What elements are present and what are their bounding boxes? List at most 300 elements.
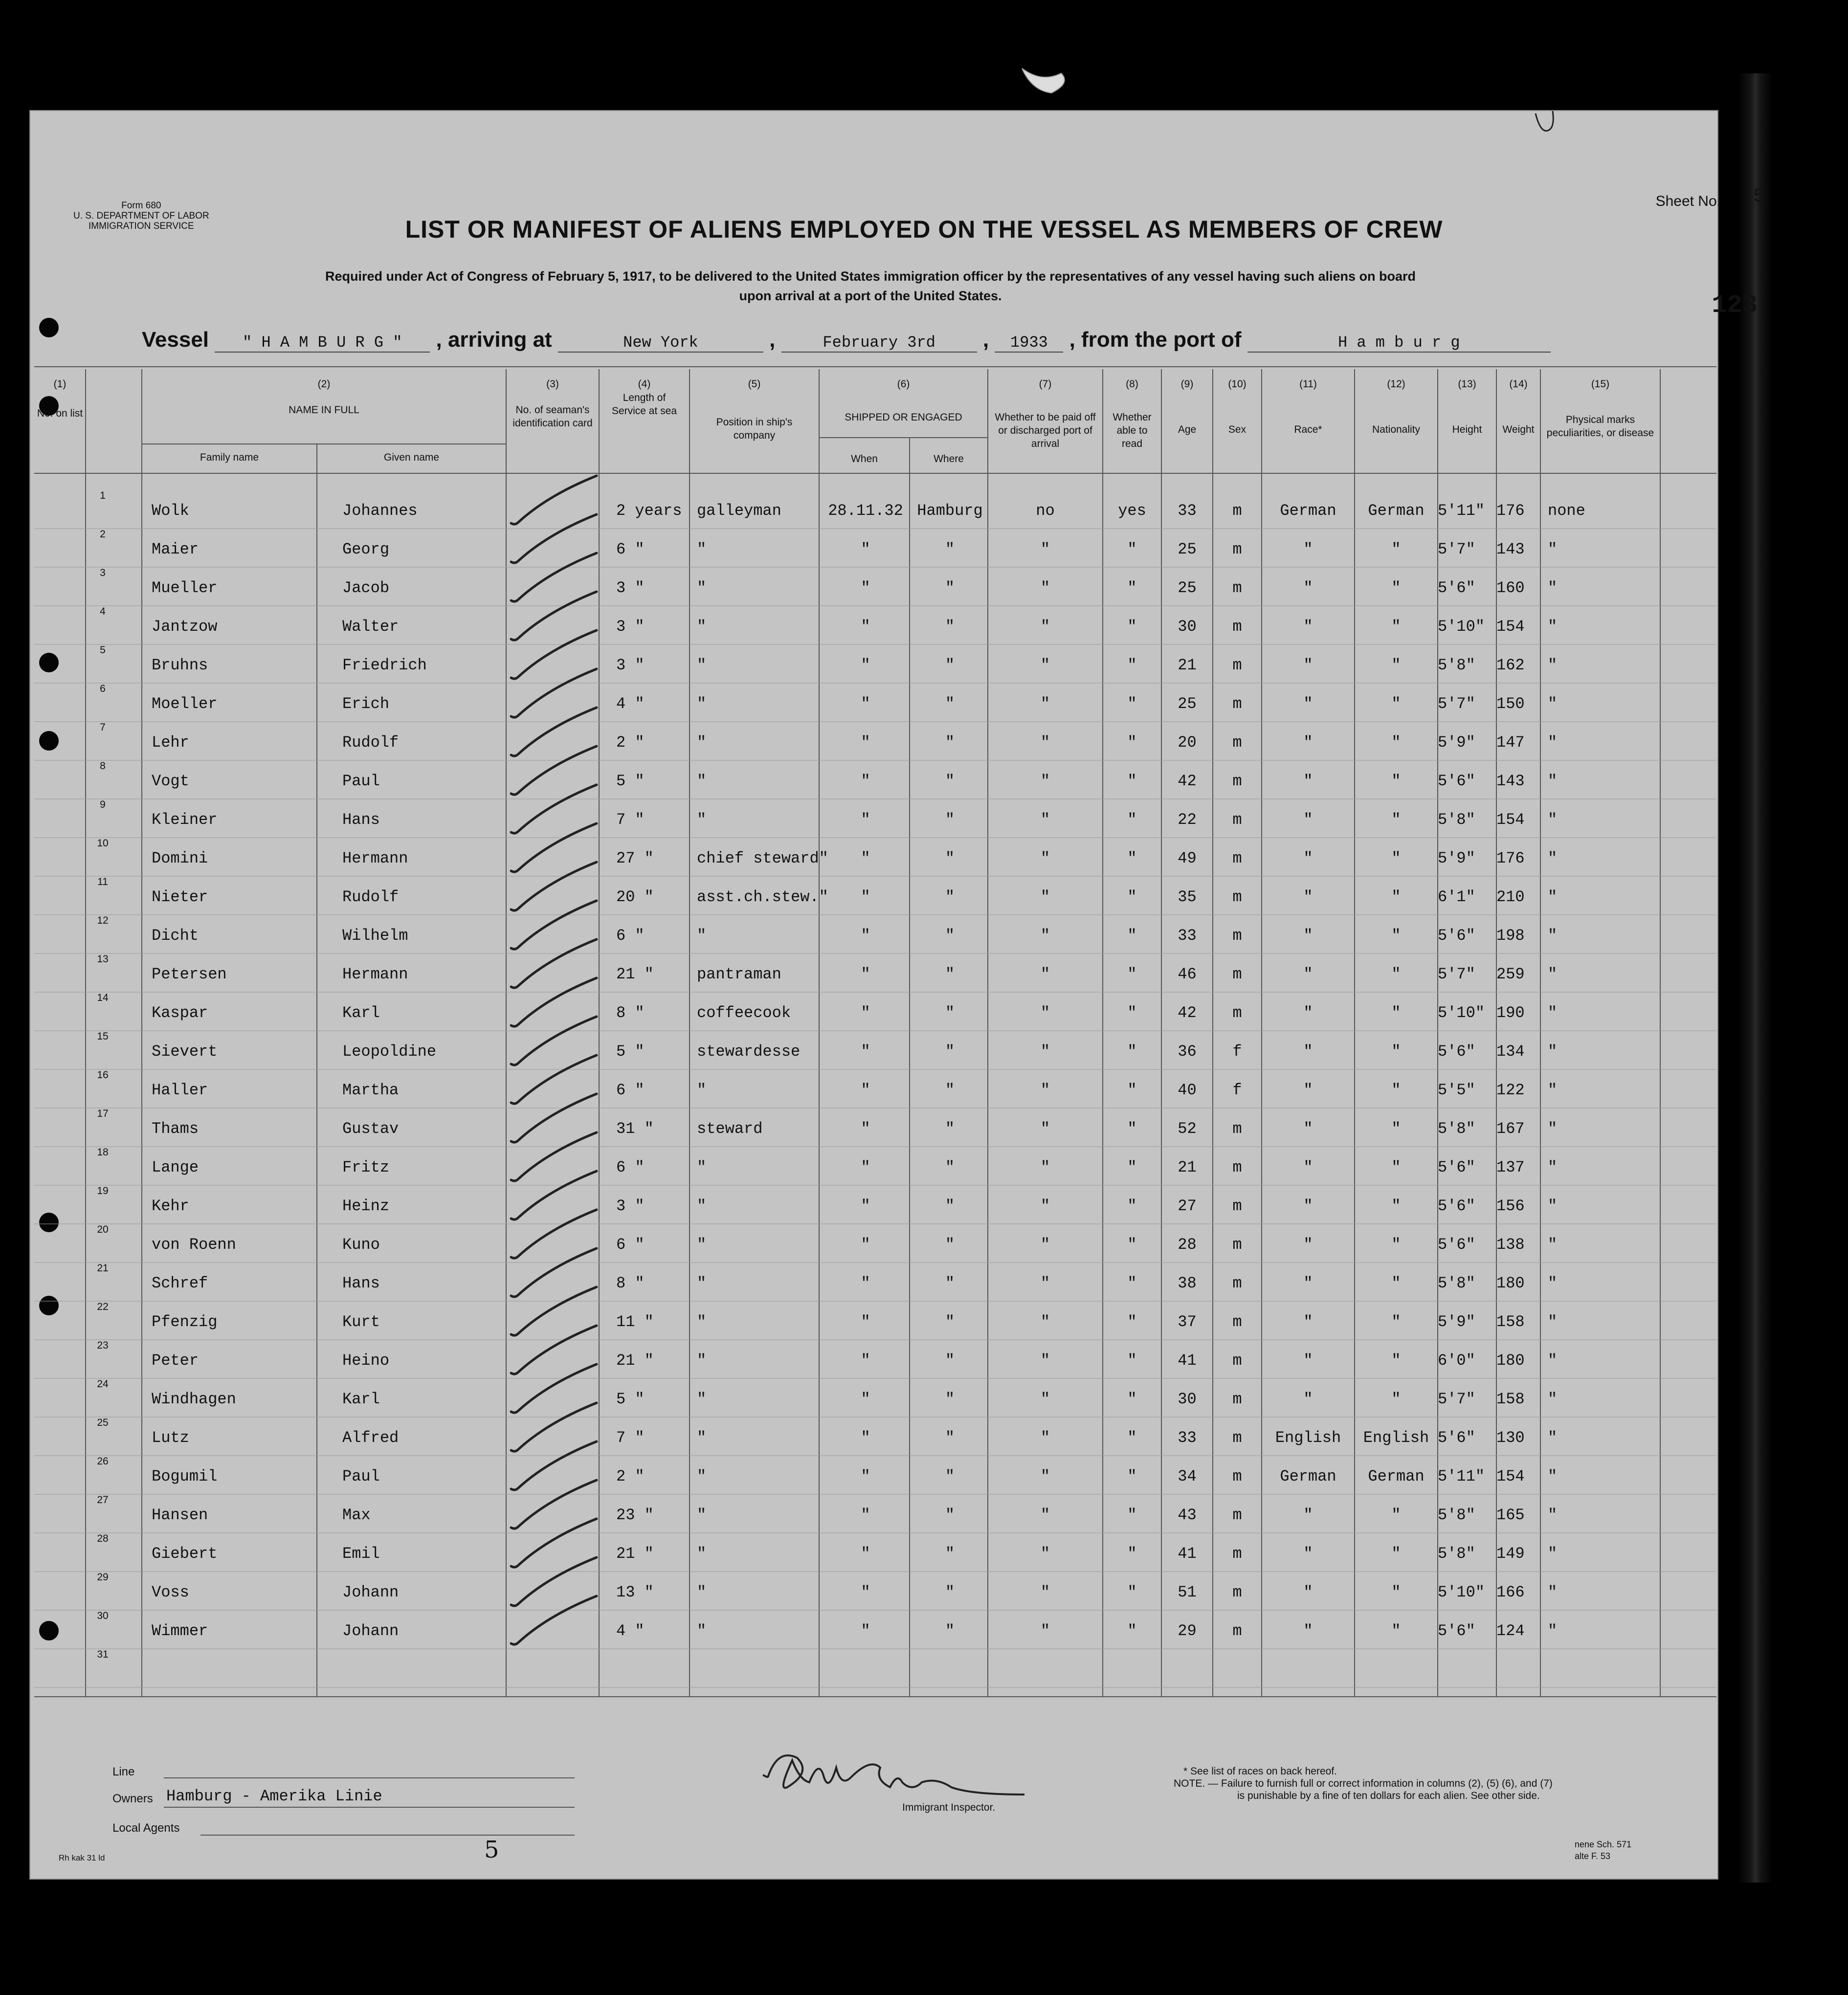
- check-mark: [511, 1596, 597, 1644]
- cell-family: von Roenn: [152, 1236, 236, 1254]
- cell-paid: ": [1040, 1352, 1050, 1370]
- line-field: [164, 1777, 575, 1778]
- header-given-name: Given name: [383, 452, 440, 463]
- cell-family: Bogumil: [152, 1467, 218, 1485]
- cell-height: 5'6": [1438, 1158, 1475, 1176]
- cell-age: 36: [1178, 1042, 1197, 1061]
- cell-read: ": [1127, 927, 1137, 945]
- cell-height: 5'10": [1438, 1004, 1485, 1022]
- cell-given: Georg: [342, 540, 390, 558]
- cell-weight: 158: [1496, 1390, 1525, 1408]
- cell-where: ": [945, 618, 955, 636]
- cell-family: Thams: [152, 1120, 199, 1138]
- cell-nat: ": [1391, 618, 1401, 636]
- cell-family: Wolk: [152, 502, 189, 520]
- cell-race: ": [1303, 1622, 1313, 1640]
- cell-age: 21: [1178, 1158, 1197, 1176]
- cell-marks: ": [1548, 1274, 1558, 1292]
- column-number: (3): [546, 378, 559, 390]
- cell-service: 8 ": [616, 1004, 645, 1022]
- cell-read: ": [1127, 965, 1137, 983]
- cell-age: 25: [1178, 695, 1197, 713]
- cell-given: Karl: [342, 1004, 380, 1022]
- row-number: 11: [97, 876, 108, 887]
- page-number: 123: [1712, 291, 1758, 320]
- cell-paid: ": [1040, 772, 1050, 790]
- cell-service: 3 ": [616, 1197, 645, 1215]
- cell-paid: ": [1040, 1120, 1050, 1138]
- cell-sex: m: [1232, 733, 1242, 752]
- cell-service: 6 ": [616, 1081, 645, 1099]
- cell-height: 5'8": [1438, 656, 1475, 674]
- check-mark: [511, 630, 597, 679]
- header-name-in-full: NAME IN FULL: [289, 404, 359, 416]
- cell-family: Kaspar: [152, 1004, 208, 1022]
- cell-position: asst.ch.stew.": [697, 888, 828, 906]
- row-number: 20: [97, 1224, 109, 1235]
- sheet-number: 5: [1753, 186, 1765, 208]
- cell-nat: ": [1391, 927, 1401, 945]
- id-card-check-marks: [511, 476, 597, 1644]
- cell-read: ": [1127, 733, 1137, 752]
- cell-height: 5'7": [1438, 540, 1475, 558]
- cell-age: 49: [1178, 849, 1197, 867]
- cell-sex: m: [1232, 1004, 1242, 1022]
- cell-race: ": [1303, 772, 1313, 790]
- row-number: 25: [97, 1417, 109, 1428]
- cell-when: ": [861, 656, 870, 674]
- cell-marks: ": [1548, 579, 1558, 597]
- cell-weight: 137: [1496, 1158, 1525, 1176]
- check-mark: [511, 785, 597, 833]
- cell-race: ": [1303, 1197, 1313, 1215]
- cell-where: ": [945, 1429, 955, 1447]
- cell-paid: ": [1040, 540, 1050, 558]
- cell-age: 42: [1178, 772, 1197, 790]
- cell-when: ": [861, 1236, 870, 1254]
- cell-height: 5'11": [1438, 1467, 1485, 1485]
- cell-where: ": [945, 1583, 955, 1601]
- cell-when: ": [861, 1081, 870, 1099]
- cell-given: Alfred: [342, 1429, 399, 1447]
- inspector-label: Immigrant Inspector.: [902, 1802, 996, 1813]
- cell-race: ": [1303, 888, 1313, 906]
- cell-where: ": [945, 1467, 955, 1485]
- cell-where: ": [945, 1004, 955, 1022]
- owners-label: Owners: [112, 1792, 153, 1805]
- cell-service: 8 ": [616, 1274, 645, 1292]
- cell-when: ": [861, 1467, 870, 1485]
- cell-weight: 166: [1496, 1583, 1525, 1601]
- cell-where: ": [945, 1042, 955, 1061]
- cell-when: ": [861, 1545, 870, 1563]
- cell-where: ": [945, 849, 955, 867]
- cell-where: ": [945, 695, 955, 713]
- cell-position: ": [697, 1583, 707, 1601]
- cell-paid: ": [1040, 849, 1050, 867]
- header-race: Race*: [1294, 424, 1322, 435]
- check-mark: [511, 1210, 597, 1258]
- check-mark: [511, 1557, 597, 1606]
- cell-service: 21 ": [616, 1352, 654, 1370]
- cell-paid: ": [1040, 811, 1050, 829]
- cell-race: ": [1303, 1236, 1313, 1254]
- cell-weight: 190: [1496, 1004, 1525, 1022]
- cell-race: ": [1303, 1352, 1313, 1370]
- cell-read: ": [1127, 888, 1137, 906]
- cell-marks: ": [1548, 772, 1558, 790]
- cell-where: Hamburg: [917, 502, 983, 520]
- corner-check-mark: [1536, 111, 1553, 131]
- cell-given: Hermann: [342, 849, 408, 867]
- cell-where: ": [945, 1545, 955, 1563]
- cell-paid: ": [1040, 1081, 1050, 1099]
- cell-read: ": [1127, 695, 1137, 713]
- cell-marks: ": [1548, 927, 1558, 945]
- owners-value: Hamburg - Amerika Linie: [166, 1787, 382, 1805]
- cell-when: ": [861, 1622, 870, 1640]
- cell-where: ": [945, 1622, 955, 1640]
- cell-family: Windhagen: [152, 1390, 236, 1408]
- cell-weight: 154: [1496, 618, 1525, 636]
- cell-nat: ": [1391, 1506, 1401, 1524]
- cell-when: ": [861, 695, 870, 713]
- cell-where: ": [945, 1390, 955, 1408]
- cell-position: ": [697, 1390, 707, 1408]
- column-number: (1): [53, 378, 67, 390]
- cell-race: English: [1275, 1429, 1341, 1447]
- cell-paid: ": [1040, 1545, 1050, 1563]
- document-subtitle: Required under Act of Congress of February 5, 1917, to be delivered to the United States immigration officer by the representatives of any vessel having such aliens on board upon arrival at a port of the United States.: [325, 269, 1416, 303]
- cell-marks: ": [1548, 811, 1558, 829]
- cell-height: 5'7": [1438, 1390, 1475, 1408]
- cell-weight: 210: [1496, 888, 1525, 906]
- cell-given: Johann: [342, 1583, 399, 1601]
- cell-sex: m: [1232, 1158, 1242, 1176]
- check-mark: [511, 1287, 597, 1335]
- cell-given: Heinz: [342, 1197, 390, 1215]
- cell-height: 5'10": [1438, 1583, 1485, 1601]
- cell-when: ": [861, 733, 870, 752]
- cell-position: ": [697, 1622, 707, 1640]
- cell-marks: ": [1548, 1506, 1558, 1524]
- paper-tear: [1022, 68, 1065, 93]
- cell-where: ": [945, 1313, 955, 1331]
- cell-race: ": [1303, 618, 1313, 636]
- cell-sex: m: [1232, 888, 1242, 906]
- cell-weight: 138: [1496, 1236, 1525, 1254]
- header-paid-off: Whether to be paid off or discharged port of arrival: [995, 412, 1096, 449]
- row-number: 27: [97, 1494, 109, 1506]
- cell-nat: ": [1391, 1042, 1401, 1061]
- cell-service: 2 ": [616, 733, 645, 752]
- cell-race: ": [1303, 927, 1313, 945]
- check-mark: [511, 1094, 597, 1142]
- cell-given: Kurt: [342, 1313, 380, 1331]
- cell-sex: m: [1232, 811, 1242, 829]
- cell-service: 20 ": [616, 888, 654, 906]
- cell-weight: 149: [1496, 1545, 1525, 1563]
- check-mark: [511, 823, 597, 872]
- check-mark: [511, 978, 597, 1026]
- cell-sex: f: [1232, 1081, 1242, 1099]
- cell-position: ": [697, 1506, 707, 1524]
- cell-where: ": [945, 1120, 955, 1138]
- cell-family: Giebert: [152, 1545, 218, 1563]
- cell-height: 5'7": [1438, 695, 1475, 713]
- cell-family: Nieter: [152, 888, 208, 906]
- penalty-note-1: NOTE. — Failure to furnish full or correct information in columns (2), (5) (6), and (7): [1174, 1778, 1553, 1789]
- cell-service: 2 ": [616, 1467, 645, 1485]
- header-when: When: [851, 453, 878, 465]
- cell-weight: 180: [1496, 1352, 1525, 1370]
- cell-family: Petersen: [152, 965, 227, 983]
- cell-nat: ": [1391, 1004, 1401, 1022]
- cell-age: 22: [1178, 811, 1197, 829]
- cell-read: yes: [1118, 502, 1146, 520]
- cell-position: ": [697, 1274, 707, 1292]
- cell-service: 21 ": [616, 965, 654, 983]
- cell-where: ": [945, 540, 955, 558]
- cell-read: ": [1127, 811, 1137, 829]
- document-title: LIST OR MANIFEST OF ALIENS EMPLOYED ON THE VESSEL AS MEMBERS OF CREW: [405, 216, 1443, 243]
- cell-given: Paul: [342, 1467, 380, 1485]
- cell-age: 30: [1178, 1390, 1197, 1408]
- check-mark: [511, 514, 597, 563]
- inspector-signature: [792, 1741, 827, 1746]
- cell-sex: m: [1232, 1274, 1242, 1292]
- header-id-card: No. of seaman's identification card: [512, 404, 593, 429]
- cell-family: Voss: [152, 1583, 189, 1601]
- cell-given: Hans: [342, 1274, 380, 1292]
- cell-paid: ": [1040, 888, 1050, 906]
- cell-read: ": [1127, 1622, 1137, 1640]
- cell-service: 27 ": [616, 849, 654, 867]
- vessel-label: Vessel: [142, 328, 209, 352]
- cell-marks: ": [1548, 1120, 1558, 1138]
- cell-where: ": [945, 927, 955, 945]
- cell-where: ": [945, 1274, 955, 1292]
- header-nationality: Nationality: [1372, 424, 1421, 435]
- cell-nat: ": [1391, 1583, 1401, 1601]
- cell-race: ": [1303, 1506, 1313, 1524]
- cell-nat: ": [1391, 1274, 1401, 1292]
- cell-sex: m: [1232, 849, 1242, 867]
- cell-when: ": [861, 927, 870, 945]
- cell-service: 5 ": [616, 772, 645, 790]
- cell-race: ": [1303, 811, 1313, 829]
- cell-paid: ": [1040, 965, 1050, 983]
- row-number: 22: [97, 1301, 109, 1312]
- cell-when: 28.11.32: [828, 502, 903, 520]
- check-mark: [511, 939, 597, 988]
- cell-nat: ": [1391, 656, 1401, 674]
- cell-given: Max: [342, 1506, 371, 1524]
- cell-paid: ": [1040, 1429, 1050, 1447]
- cell-marks: ": [1548, 540, 1558, 558]
- cell-read: ": [1127, 656, 1137, 674]
- vessel-line: Vessel " H A M B U R G " , arriving at New York , February 3rd , 1933 , from the port of H a m b u r g: [142, 328, 1551, 353]
- cell-sex: m: [1232, 1467, 1242, 1485]
- cell-weight: 122: [1496, 1081, 1525, 1099]
- header-no-on-list: No. on list: [37, 408, 83, 419]
- check-mark: [511, 553, 597, 601]
- cell-paid: ": [1040, 1583, 1050, 1601]
- cell-when: ": [861, 1352, 870, 1370]
- cell-family: Kleiner: [152, 811, 218, 829]
- cell-height: 5'6": [1438, 1197, 1475, 1215]
- cell-given: Fritz: [342, 1158, 390, 1176]
- row-number: 17: [97, 1108, 109, 1119]
- cell-given: Heino: [342, 1352, 390, 1370]
- cell-race: German: [1280, 502, 1336, 520]
- cell-given: Erich: [342, 695, 390, 713]
- cell-where: ": [945, 1081, 955, 1099]
- check-mark: [511, 901, 597, 949]
- cell-age: 27: [1178, 1197, 1197, 1215]
- cell-read: ": [1127, 1429, 1137, 1447]
- cell-where: ": [945, 733, 955, 752]
- cell-given: Paul: [342, 772, 380, 790]
- cell-nat: English: [1363, 1429, 1429, 1447]
- cell-weight: 143: [1496, 540, 1525, 558]
- cell-given: Kuno: [342, 1236, 380, 1254]
- cell-family: Domini: [152, 849, 208, 867]
- cell-weight: 162: [1496, 656, 1525, 674]
- cell-when: ": [861, 965, 870, 983]
- cell-service: 5 ": [616, 1042, 645, 1061]
- cell-given: Leopoldine: [342, 1042, 437, 1061]
- cell-age: 25: [1178, 540, 1197, 558]
- cell-service: 31 ": [616, 1120, 654, 1138]
- cell-sex: m: [1232, 540, 1242, 558]
- header-age: Age: [1178, 424, 1197, 435]
- cell-read: ": [1127, 772, 1137, 790]
- cell-marks: ": [1548, 1622, 1558, 1640]
- cell-age: 40: [1178, 1081, 1197, 1099]
- cell-nat: ": [1391, 1158, 1401, 1176]
- cell-nat: ": [1391, 1545, 1401, 1563]
- cell-where: ": [945, 1236, 955, 1254]
- cell-sex: m: [1232, 1429, 1242, 1447]
- cell-height: 5'6": [1438, 1236, 1475, 1254]
- cell-service: 4 ": [616, 1622, 645, 1640]
- cell-marks: ": [1548, 1313, 1558, 1331]
- cell-weight: 154: [1496, 1467, 1525, 1485]
- cell-nat: ": [1391, 1622, 1401, 1640]
- cell-when: ": [861, 618, 870, 636]
- cell-nat: ": [1391, 1120, 1401, 1138]
- cell-paid: no: [1036, 502, 1055, 520]
- row-number: 23: [97, 1340, 109, 1351]
- cell-age: 42: [1178, 1004, 1197, 1022]
- sheet-label: Sheet No.: [1655, 193, 1721, 209]
- cell-sex: m: [1232, 502, 1242, 520]
- cell-race: German: [1280, 1467, 1336, 1485]
- cell-marks: ": [1548, 1352, 1558, 1370]
- cell-marks: ": [1548, 618, 1558, 636]
- cell-paid: ": [1040, 1506, 1050, 1524]
- cell-sex: m: [1232, 1313, 1242, 1331]
- cell-family: Mueller: [152, 579, 218, 597]
- arrival-date: February 3rd: [781, 333, 977, 353]
- cell-height: 5'6": [1438, 1042, 1475, 1061]
- cell-age: 28: [1178, 1236, 1197, 1254]
- cell-nat: ": [1391, 1081, 1401, 1099]
- cell-service: 5 ": [616, 1390, 645, 1408]
- cell-paid: ": [1040, 927, 1050, 945]
- cell-weight: 165: [1496, 1506, 1525, 1524]
- cell-read: ": [1127, 618, 1137, 636]
- cell-age: 33: [1178, 502, 1197, 520]
- cell-given: Rudolf: [342, 733, 399, 752]
- cell-weight: 134: [1496, 1042, 1525, 1061]
- cell-age: 46: [1178, 965, 1197, 983]
- cell-family: Schref: [152, 1274, 208, 1292]
- cell-age: 30: [1178, 618, 1197, 636]
- cell-position: ": [697, 1467, 707, 1485]
- cell-when: ": [861, 1506, 870, 1524]
- cell-height: 5'5": [1438, 1081, 1475, 1099]
- cell-race: ": [1303, 1158, 1313, 1176]
- cell-marks: ": [1548, 1004, 1558, 1022]
- cell-given: Hermann: [342, 965, 408, 983]
- row-number: 7: [100, 722, 106, 733]
- cell-sex: m: [1232, 1390, 1242, 1408]
- cell-nat: German: [1368, 502, 1425, 520]
- cell-paid: ": [1040, 1158, 1050, 1176]
- cell-paid: ": [1040, 1622, 1050, 1640]
- cell-family: Vogt: [152, 772, 189, 790]
- cell-nat: ": [1391, 1197, 1401, 1215]
- signature-drawing: [768, 1755, 1024, 1795]
- cell-paid: ": [1040, 1467, 1050, 1485]
- cell-sex: m: [1232, 579, 1242, 597]
- cell-position: ": [697, 772, 707, 790]
- cell-read: ": [1127, 1583, 1137, 1601]
- cell-position: ": [697, 1158, 707, 1176]
- cell-given: Johann: [342, 1622, 399, 1640]
- header-length-service: Length of Service at sea: [611, 392, 677, 417]
- check-mark: [511, 592, 597, 640]
- cell-marks: ": [1548, 1081, 1558, 1099]
- cell-paid: ": [1040, 1313, 1050, 1331]
- cell-weight: 130: [1496, 1429, 1525, 1447]
- cell-where: ": [945, 888, 955, 906]
- line-label: Line: [112, 1765, 135, 1778]
- check-mark: [511, 1519, 597, 1567]
- cell-race: ": [1303, 695, 1313, 713]
- cell-where: ": [945, 811, 955, 829]
- cell-height: 5'6": [1438, 772, 1475, 790]
- cell-family: Lutz: [152, 1429, 189, 1447]
- row-number: 24: [97, 1378, 109, 1390]
- cell-given: Friedrich: [342, 656, 427, 674]
- cell-nat: ": [1391, 849, 1401, 867]
- cell-marks: ": [1548, 1197, 1558, 1215]
- row-number: 16: [97, 1069, 109, 1081]
- cell-marks: ": [1548, 1429, 1558, 1447]
- arrival-year: 1933: [995, 333, 1063, 353]
- row-number: 26: [97, 1456, 109, 1467]
- cell-when: ": [861, 1313, 870, 1331]
- cell-nat: ": [1391, 965, 1401, 983]
- header-height: Height: [1452, 424, 1482, 435]
- cell-position: ": [697, 1352, 707, 1370]
- cell-read: ": [1127, 849, 1137, 867]
- cell-service: 3 ": [616, 579, 645, 597]
- cell-weight: 156: [1496, 1197, 1525, 1215]
